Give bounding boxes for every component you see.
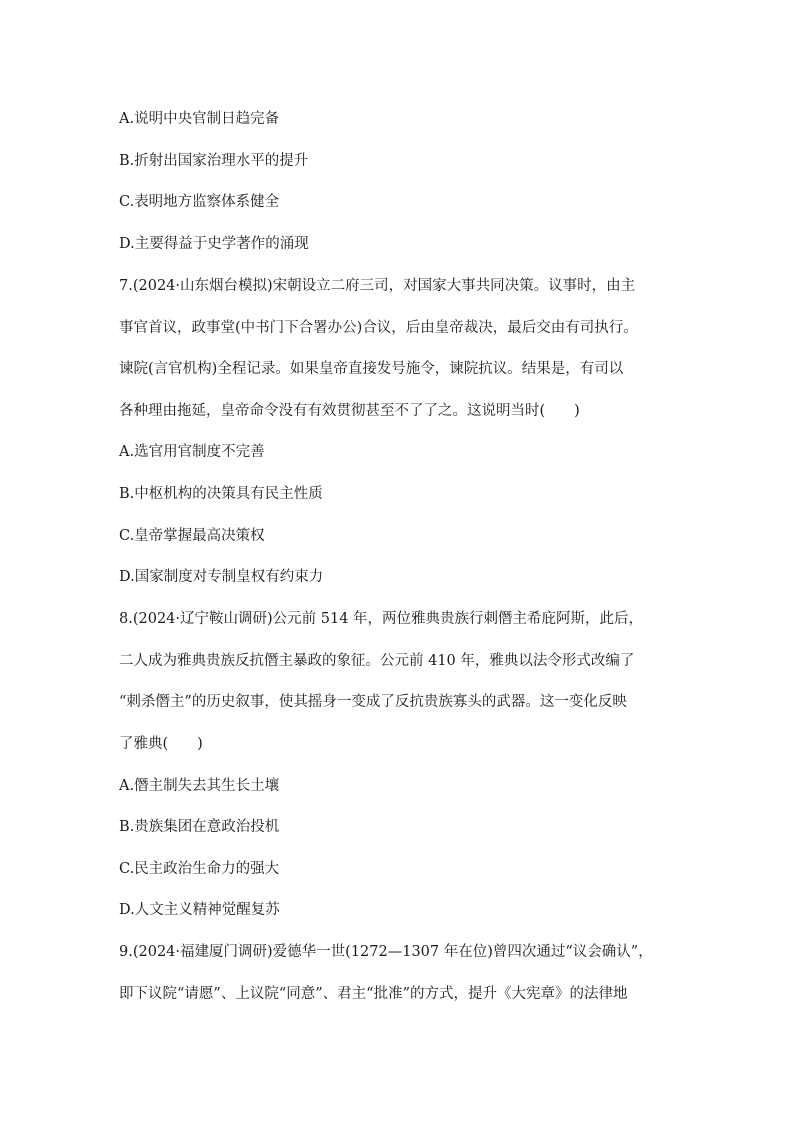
- q7-stem-line-1: 7.(2024·山东烟台模拟)宋朝设立二府三司，对国家大事共同决策。议事时，由主: [119, 278, 636, 294]
- q7-option-a: A.选官用官制度不完善: [119, 444, 265, 460]
- q8-option-a: A.僭主制失去其生长土壤: [119, 778, 280, 794]
- q6-option-c: C.表明地方监察体系健全: [119, 194, 280, 210]
- q7-option-d: D.国家制度对专制皇权有约束力: [119, 569, 324, 585]
- q6-option-b: B.折射出国家治理水平的提升: [119, 153, 309, 169]
- q7-option-c: C.皇帝掌握最高决策权: [119, 528, 265, 544]
- q7-stem-line-4: 各种理由拖延，皇帝命令没有有效贯彻甚至不了了之。这说明当时( ): [119, 403, 580, 419]
- q8-option-c: C.民主政治生命力的强大: [119, 861, 280, 877]
- q8-stem-line-2: 二人成为雅典贵族反抗僭主暴政的象征。公元前 410 年，雅典以法令形式改编了: [119, 653, 635, 669]
- q8-stem-line-4: 了雅典( ): [119, 736, 203, 752]
- q7-stem-line-2: 事官首议，政事堂(中书门下合署办公)合议，后由皇帝裁决，最后交由有司执行。: [119, 320, 638, 336]
- q7-stem-line-3: 谏院(言官机构)全程记录。如果皇帝直接发号施令，谏院抗议。结果是，有司以: [119, 361, 624, 377]
- q7-option-b: B.中枢机构的决策具有民主性质: [119, 486, 323, 502]
- q9-stem-line-2: 即下议院“请愿”、上议院“同意”、君主“批准”的方式，提升《大宪章》的法律地: [119, 986, 628, 1002]
- q8-stem-line-1: 8.(2024·辽宁鞍山调研)公元前 514 年，两位雅典贵族行刺僭主希庇阿斯，此后，: [119, 611, 644, 627]
- q8-option-b: B.贵族集团在意政治投机: [119, 819, 280, 835]
- q8-stem-line-3: “刺杀僭主”的历史叙事，使其摇身一变成了反抗贵族寡头的武器。这一变化反映: [119, 694, 627, 710]
- q9-stem-line-1: 9.(2024·福建厦门调研)爱德华一世(1272—1307 年在位)曾四次通过“议会确认”，: [119, 944, 653, 960]
- q8-option-d: D.人文主义精神觉醒复苏: [119, 902, 280, 918]
- q6-option-d: D.主要得益于史学著作的涌现: [119, 236, 309, 252]
- q6-option-a: A.说明中央官制日趋完备: [119, 111, 280, 127]
